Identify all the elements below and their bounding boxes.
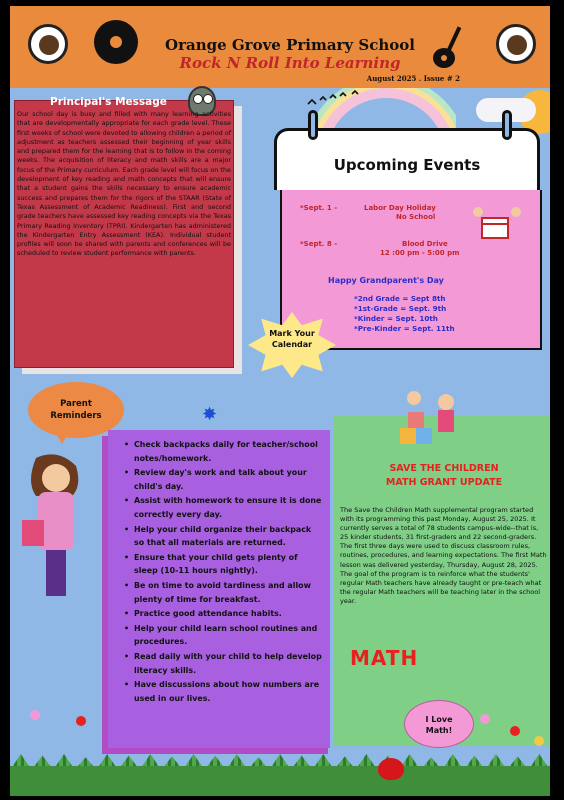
- vinyl-record-icon: [94, 20, 138, 64]
- event-2-name: Blood Drive: [402, 240, 448, 248]
- grandparents-line: *1st-Grade = Sept. 9th: [354, 304, 447, 313]
- issue-label: August 2025 . Issue # 2: [366, 74, 460, 83]
- event-2-time: 12 :00 pm - 5:00 pm: [380, 249, 460, 257]
- flower-icon: [76, 716, 86, 726]
- list-item: • Read daily with your child to help develop literacy skills.: [124, 650, 324, 677]
- grandparents-line: *Pre-Kinder = Sept. 11th: [354, 324, 455, 333]
- grandparents-line: *Kinder = Sept. 10th: [354, 314, 438, 323]
- calendar-ring: [308, 110, 318, 140]
- list-item: • Practice good attendance habits.: [124, 607, 324, 621]
- grass-ground: [10, 766, 550, 796]
- math-letters-art: [350, 646, 418, 670]
- list-item: • Assist with homework to ensure it is done correctly every day.: [124, 494, 324, 521]
- list-item: • Ensure that your child gets plenty of sleep (10-11 hours nightly).: [124, 551, 324, 578]
- event-2-date: *Sept. 8 -: [300, 240, 338, 248]
- teacher-illustration: [16, 452, 100, 602]
- love-math-text: I Love Math!: [425, 715, 453, 735]
- flower-icon: [30, 710, 40, 720]
- principal-message-body: Our school day is busy and filled with many learning activities that are developmentally appropriate for each grade level. These first weeks of school were devoted to allowing children a period of adjustment as teachers assessed their beginning of year skills and prepared them for the learning that is to follow in the coming weeks. The acquisition of literacy and math skills are a major focus of the Primary curriculum. Each grade level will focus on the development of key reading and math concepts that will ensure that a student gains the skills necessary to ensure academic success and prepares them for the rigors of the STAAR (State of Texas Assessment of Academic Readiness). First and second grade teachers have assessed key reading concepts via the Texas Primary Reading Inventory (TPRI). Kindergarten has administered the Kindergarten Entry Assessment (KEA). Individual student profiles will soon be shared with parents and conferences will be scheduled to review student performance with parents.: [17, 110, 231, 258]
- list-item: • Be on time to avoid tardiness and allow plenty of time for breakfast.: [124, 579, 324, 606]
- ladybug-icon: [378, 758, 404, 780]
- list-item: • Have discussions about how numbers are used in our lives.: [124, 678, 324, 705]
- header-banner: [10, 6, 550, 88]
- flower-icon: [480, 714, 490, 724]
- list-item: • Help your child organize their backpack so that all materials are returned.: [124, 523, 324, 550]
- newsletter-theme: Rock N Roll Into Learning: [179, 54, 401, 72]
- list-item: • Help your child learn school routines and procedures.: [124, 622, 324, 649]
- kids-blocks-illustration: [394, 386, 474, 450]
- reminders-title: Parent Reminders: [50, 399, 102, 421]
- list-item: • Check backpacks daily for teacher/school notes/homework.: [124, 438, 324, 465]
- birds-icon: [306, 90, 366, 110]
- math-grant-title: SAVE THE CHILDREN MATH GRANT UPDATE: [385, 463, 503, 488]
- calendar-ring: [502, 110, 512, 140]
- math-letter: MATH: [350, 646, 419, 670]
- principal-title: Principal's Message: [50, 96, 167, 108]
- star-icon: ✸: [202, 404, 218, 425]
- reminders-list: [124, 438, 324, 706]
- newsletter-page: [10, 6, 550, 796]
- reminders-card: [108, 430, 330, 748]
- grandparents-line: *2nd Grade = Sept 8th: [354, 294, 446, 303]
- math-grant-body: The Save the Children Math supplemental program started with its programming this past Monday, August 25, 2025. It currently serves a total of 78 students campus-wide--that is, 25 kinder students, 31 first-graders and 22 second-graders. The first three days were used to discuss classroom rules, routines, procedures, and learning expectations. The first Math lesson was delivered yesterday, Thursday, August 28, 2025. The goal of the program is to reinforce what the students' regular Math teachers have already taught or pre-teach what the regular Math teachers will be teaching later in the school year.: [340, 506, 547, 605]
- flower-icon: [510, 726, 520, 736]
- events-title: Upcoming Events: [333, 156, 481, 174]
- event-1-date: *Sept. 1 -: [300, 204, 338, 212]
- students-calendar-icon: [472, 202, 522, 242]
- bulldog-logo-left: [28, 24, 68, 64]
- school-name: Orange Grove Primary School: [165, 36, 415, 54]
- grandparents-title: Happy Grandparent's Day: [328, 276, 444, 285]
- flower-icon: [534, 736, 544, 746]
- list-item: • Review day's work and talk about your child's day.: [124, 466, 324, 493]
- mark-calendar-text: Mark Your Calendar: [269, 329, 315, 349]
- bulldog-logo-right: [496, 24, 536, 64]
- reminders-bubble-tail: [54, 430, 70, 444]
- event-1-sub: No School: [396, 213, 436, 221]
- event-1-name: Labor Day Holiday: [364, 204, 436, 212]
